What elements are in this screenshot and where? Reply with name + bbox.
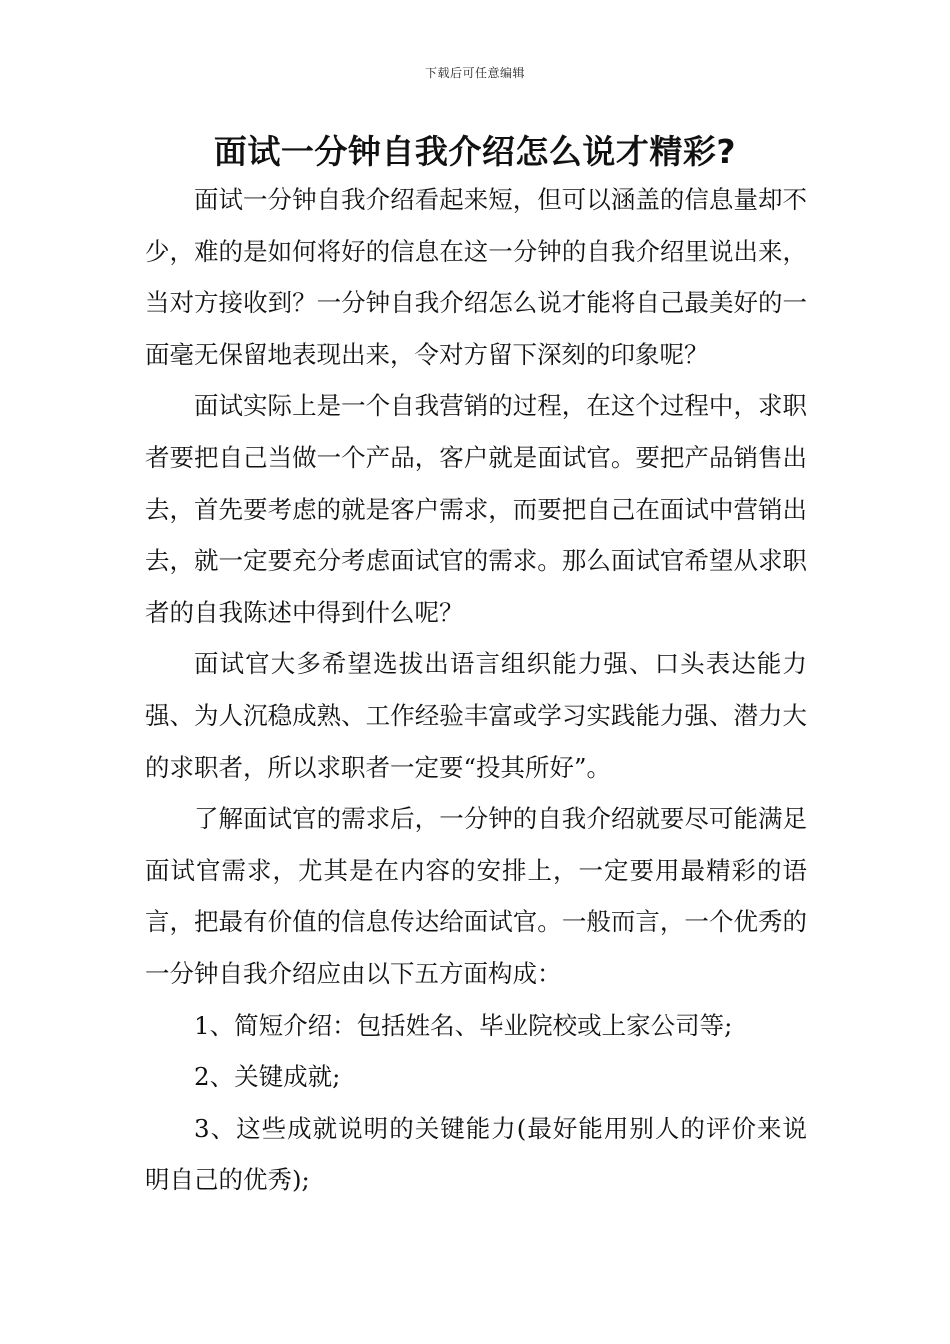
paragraph-1: 面试一分钟自我介绍看起来短，但可以涵盖的信息量却不少，难的是如何将好的信息在这一分钟的自我介绍里说出来，当对方接收到？一分钟自我介绍怎么说才能将自己最美好的一面毫无保留地表现出来，令对方留下深刻的印象呢？ xyxy=(145,185,807,369)
page-title: 面试一分钟自我介绍怎么说才精彩? xyxy=(213,132,737,171)
header-note: 下载后可任意编辑 xyxy=(424,66,525,80)
paragraph-4: 了解面试官的需求后，一分钟的自我介绍就要尽可能满足面试官需求，尤其是在内容的安排上，一定要用最精彩的语言，把最有价值的信息传达给面试官。一般而言，一个优秀的一分钟自我介绍应由以下五方面构成： xyxy=(145,804,807,988)
document-body xyxy=(145,174,807,1206)
list-item-1: 1、简短介绍：包括姓名、毕业院校或上家公司等; xyxy=(194,1010,733,1040)
paragraph-2: 面试实际上是一个自我营销的过程，在这个过程中，求职者要把自己当做一个产品，客户就是面试官。要把产品销售出去，首先要考虑的就是客户需求，而要把自己在面试中营销出去，就一定要充分考虑面试官的需求。那么面试官希望从求职者的自我陈述中得到什么呢？ xyxy=(145,391,807,627)
list-item-2: 2、关键成就; xyxy=(194,1062,341,1092)
list-item-3: 3、这些成就说明的关键能力(最好能用别人的评价来说明自己的优秀); xyxy=(145,1113,807,1195)
paragraph-3: 面试官大多希望选拔出语言组织能力强、口头表达能力强、为人沉稳成熟、工作经验丰富或学习实践能力强、潜力大的求职者，所以求职者一定要“投其所好”。 xyxy=(145,649,807,782)
